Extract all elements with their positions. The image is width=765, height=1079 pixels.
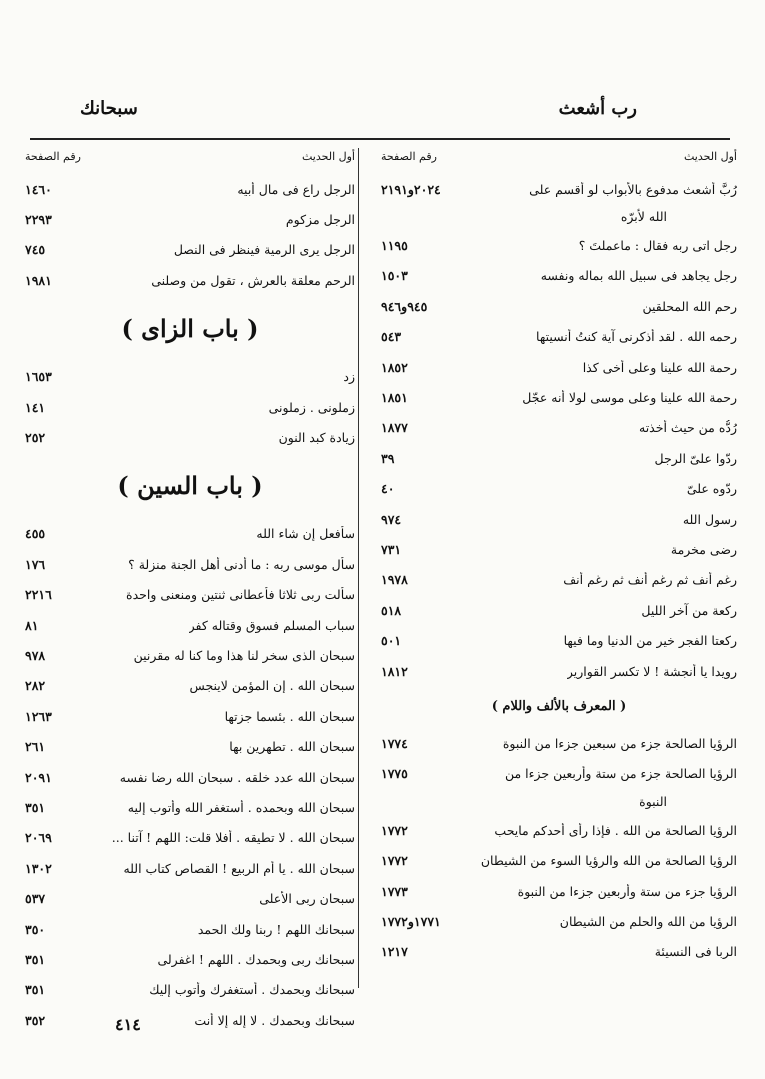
index-entry: [381, 565, 737, 595]
index-entry: [25, 549, 355, 579]
index-entry: [381, 937, 737, 967]
page-reference: ٥٠١: [381, 633, 402, 649]
index-entry: [381, 322, 737, 352]
page-reference: ٤٥٥: [25, 526, 46, 542]
column-head-hadith: أول الحديث: [683, 150, 737, 163]
index-entry: [381, 382, 737, 412]
page-reference: ١٧٧٢: [381, 853, 408, 869]
index-entry: [381, 906, 737, 936]
index-entry: [25, 204, 355, 234]
hadith-opening: سأفعل إن شاء الله: [256, 526, 355, 542]
hadith-opening: زيادة كبد النون: [278, 430, 355, 446]
index-entry: [381, 413, 737, 443]
page-reference: ٧٣١: [381, 541, 402, 557]
hadith-opening: ردّوه علىّ: [686, 481, 737, 497]
page-reference: ٢٦١: [25, 739, 46, 755]
hadith-opening: سبحانك وبحمدك . أستغفرك وأتوب إليك: [149, 982, 355, 998]
page-reference: ١٢١٧: [381, 944, 408, 960]
page-reference: ٣٩: [381, 450, 395, 466]
running-header-left: سبحانك: [80, 98, 138, 119]
index-entry: [25, 731, 355, 761]
page-reference: ٢٠٢٤و٢١٩١: [381, 181, 441, 197]
index-entry: [381, 174, 737, 204]
page-reference: ٢٢١٦: [25, 587, 52, 603]
hadith-opening: رويدا يا أنجشة ! لا تكسر القوارير: [566, 663, 737, 679]
page-reference: ٣٥٠: [25, 921, 46, 937]
hadith-opening: الرؤيا الصالحة جزء من ستة وأربعين جزءا من: [504, 766, 737, 782]
hadith-opening: رجل اتى ربه فقال : ماعملتَ ؟: [578, 238, 737, 254]
page-reference: ١٧٧٢: [381, 822, 408, 838]
index-entry: [381, 625, 737, 655]
index-entry: [25, 640, 355, 670]
header-rule: [30, 138, 730, 140]
section-heading: ( باب الزاى ): [121, 313, 259, 343]
hadith-opening: الرؤيا الصالحة من الله . فإذا رأى أحدكم مايحب: [494, 822, 737, 838]
index-entry: [25, 422, 355, 452]
page-reference: ٢٥٢: [25, 430, 46, 446]
index-entry: [381, 656, 737, 686]
index-entry: [381, 352, 737, 382]
hadith-opening: الرؤيا جزء من ستة وأربعين جزءا من النبوة: [517, 883, 737, 899]
index-entry: [25, 671, 355, 701]
hadith-opening: سبحانك ربى وبحمدك . اللهم ! اغفرلى: [157, 951, 355, 967]
index-entry: [25, 362, 355, 392]
hadith-opening: الرؤيا الصالحة من الله والرؤيا السوء من الشيطان: [480, 853, 737, 869]
index-entry: [25, 701, 355, 731]
index-entry: [381, 759, 737, 789]
page-reference: ١٩٧٨: [381, 572, 408, 588]
column-header: [381, 150, 737, 174]
page-reference: ١٢٦٣: [25, 708, 52, 724]
page-reference: ١٧٧٣: [381, 883, 408, 899]
hadith-opening: سألت ربى ثلاثا فأعطانى ثنتين ومنعنى واحدة: [126, 587, 355, 603]
entry-continuation: النبوة: [639, 794, 667, 810]
hadith-opening: رضى مخرمة: [670, 541, 737, 557]
index-entry: [25, 883, 355, 913]
page-reference: ٩٧٤: [381, 511, 402, 527]
page-reference: ١٣٠٢: [25, 860, 52, 876]
column-divider: [358, 148, 359, 988]
page-reference: ١٨١٢: [381, 663, 408, 679]
hadith-opening: الرجل راع فى مال أبيه: [237, 181, 355, 197]
hadith-opening: رجل يجاهد فى سبيل الله بماله ونفسه: [540, 268, 737, 284]
page-reference: ٣٥٢: [25, 1012, 46, 1028]
hadith-opening: الرجل مزكوم: [285, 212, 355, 228]
index-entry: [381, 504, 737, 534]
hadith-opening: سبحان الله . لا تطيقه . أفلا قلت: اللهم ! آتنا ...: [111, 830, 355, 846]
index-entry: [381, 443, 737, 473]
page-number: ٤١٤: [115, 1015, 141, 1034]
page-reference: ٧٤٥: [25, 242, 46, 258]
index-entry: [381, 815, 737, 845]
hadith-opening: رُبَّ أشعث مدفوع بالأبواب لو أقسم على: [529, 181, 737, 197]
page-reference: ٢٢٩٣: [25, 212, 52, 228]
page-reference: ١٧٦: [25, 556, 46, 572]
hadith-opening: الرحم معلقة بالعرش ، تقول من وصلنى: [151, 272, 355, 288]
index-entry: [25, 392, 355, 422]
page-reference: ١٥٠٣: [381, 268, 408, 284]
page-reference: ٢٠٩١: [25, 769, 52, 785]
page-reference: ١٧٧٤: [381, 735, 408, 751]
index-entry: [25, 823, 355, 853]
column-head-page: رقم الصفحة: [25, 150, 81, 163]
index-entry: [25, 1005, 355, 1035]
hadith-opening: ردّوا علىّ الرجل: [654, 450, 737, 466]
hadith-opening: رحم الله المحلقين: [642, 298, 737, 314]
hadith-opening: رحمه الله . لقد أذكرنى آية كنتُ أنسيتها: [536, 329, 737, 345]
entry-continuation: الله لأبرّه: [620, 209, 667, 225]
index-entry: [25, 235, 355, 265]
index-entry: [25, 944, 355, 974]
index-entry: [381, 291, 737, 321]
index-entry: [25, 914, 355, 944]
hadith-opening: رسول الله: [682, 511, 737, 527]
index-entry: [25, 265, 355, 295]
index-entry: [25, 975, 355, 1005]
page-reference: ٩٧٨: [25, 647, 46, 663]
page-reference: ٢٨٢: [25, 678, 46, 694]
page-reference: ١٤١: [25, 399, 46, 415]
hadith-opening: رحمة الله علينا وعلى أخى كذا: [582, 359, 737, 375]
page-reference: ٥٣٧: [25, 891, 46, 907]
hadith-opening: زملونى . زملونى: [268, 399, 355, 415]
page-reference: ١٨٥٢: [381, 359, 408, 375]
index-column-right: [381, 150, 737, 967]
index-entry: [381, 876, 737, 906]
hadith-opening: سبحانك اللهم ! ربنا ولك الحمد: [197, 921, 355, 937]
index-entry: [381, 261, 737, 291]
index-entry: [25, 792, 355, 822]
hadith-opening: زد: [343, 369, 355, 385]
index-entry: [381, 230, 737, 260]
page-reference: ٤٠: [381, 481, 395, 497]
page-reference: ١٨٥١: [381, 390, 408, 406]
page-reference: ١٧٧١و١٧٧٢: [381, 913, 441, 929]
section-heading: ( باب السين ): [117, 470, 263, 500]
index-entry: [25, 610, 355, 640]
page-reference: ٣٥١: [25, 951, 46, 967]
index-entry: [25, 762, 355, 792]
hadith-opening: سبحان الذى سخر لنا هذا وما كنا له مقرنين: [133, 647, 355, 663]
index-entry: [381, 474, 737, 504]
hadith-opening: سبحانك وبحمدك . لا إله إلا أنت: [194, 1012, 355, 1028]
page-reference: ٣٥١: [25, 982, 46, 998]
page-reference: ١٨٧٧: [381, 420, 408, 436]
hadith-opening: الربا فى النسيئة: [654, 944, 737, 960]
running-header-right: رب أشعث: [558, 98, 637, 119]
hadith-opening: سبحان الله وبحمده . أستغفر الله وأتوب إليه: [127, 799, 355, 815]
page-reference: ١٦٥٣: [25, 369, 52, 385]
page-reference: ٩٤٥و٩٤٦: [381, 298, 428, 314]
page-reference: ١٧٧٥: [381, 766, 408, 782]
page-reference: ١١٩٥: [381, 238, 408, 254]
hadith-opening: الرؤيا من الله والحلم من الشيطان: [559, 913, 737, 929]
index-entry: [25, 580, 355, 610]
hadith-opening: سبحان الله عدد خلقه . سبحان الله رضا نفسه: [119, 769, 355, 785]
page-reference: ٨١: [25, 617, 39, 633]
index-entry: [381, 845, 737, 875]
subsection-heading: ( المعرف بالألف واللام ): [491, 699, 627, 715]
hadith-opening: رغم أنف ثم رغم أنف ثم رغم أنف: [563, 572, 737, 588]
hadith-opening: سبحان الله . يا أم الربيع ! القصاص كتاب الله: [123, 860, 355, 876]
column-head-hadith: أول الحديث: [301, 150, 355, 163]
column-header: [25, 150, 355, 174]
hadith-opening: سبحان ربى الأعلى: [259, 891, 355, 907]
hadith-opening: ركعة من آخر الليل: [641, 602, 737, 618]
index-entry: [25, 519, 355, 549]
hadith-opening: رحمة الله علينا وعلى موسى لولا أنه عجّل: [522, 390, 737, 406]
index-entry: [381, 534, 737, 564]
index-column-left: [25, 150, 355, 1035]
index-entry: [381, 728, 737, 758]
index-entry: [25, 853, 355, 883]
page-reference: ٥١٨: [381, 602, 402, 618]
hadith-opening: سأل موسى ربه : ما أدنى أهل الجنة منزلة ؟: [128, 556, 355, 572]
page-reference: ٢٠٦٩: [25, 830, 52, 846]
page-reference: ١٩٨١: [25, 272, 52, 288]
hadith-opening: سباب المسلم فسوق وقتاله كفر: [188, 617, 355, 633]
hadith-opening: سبحان الله . تطهرين بها: [229, 739, 355, 755]
index-entry: [381, 595, 737, 625]
hadith-opening: ركعتا الفجر خير من الدنيا وما فيها: [563, 633, 737, 649]
page-reference: ٣٥١: [25, 799, 46, 815]
column-head-page: رقم الصفحة: [381, 150, 437, 163]
page-reference: ١٤٦٠: [25, 181, 52, 197]
hadith-opening: الرجل يرى الرمية فينظر فى النصل: [173, 242, 355, 258]
hadith-opening: رُدُّه من حيث أخذته: [639, 420, 737, 436]
page-reference: ٥٤٣: [381, 329, 402, 345]
index-entry: [25, 174, 355, 204]
hadith-opening: الرؤيا الصالحة جزء من سبعين جزءا من النبوة: [502, 735, 737, 751]
hadith-opening: سبحان الله . إن المؤمن لاينجس: [189, 678, 355, 694]
hadith-opening: سبحان الله . بئسما جزتها: [224, 708, 355, 724]
